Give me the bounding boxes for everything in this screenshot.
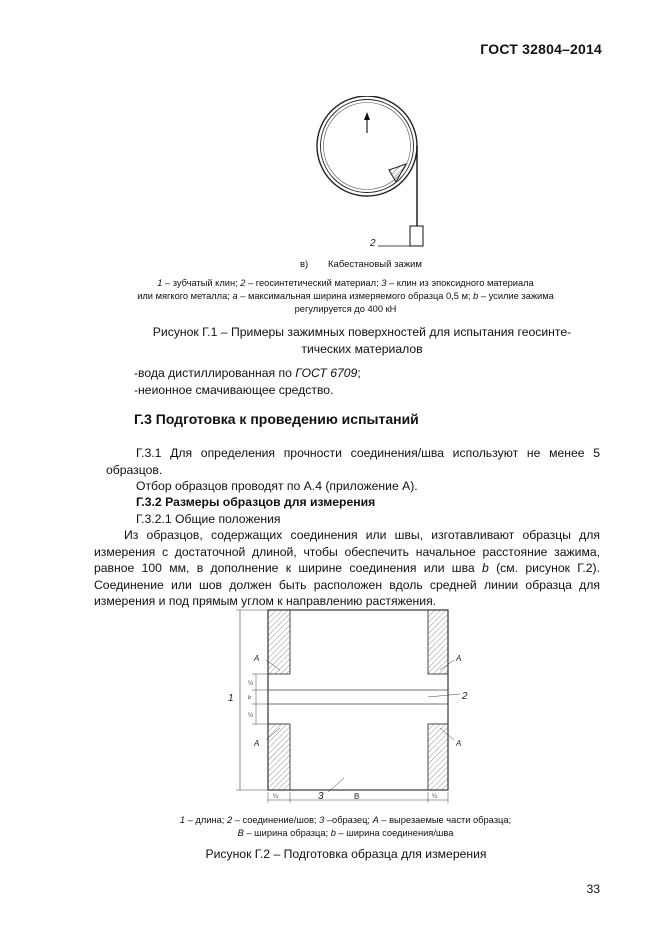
figure-capstan-clamp <box>300 96 440 256</box>
fig1-label-2: 2 <box>370 238 376 249</box>
fig2-legend <box>94 814 597 840</box>
paragraph-g3-1: Г.3.1 Для определения прочности соединения/шва используют не менее 5 образцов. <box>106 446 600 477</box>
fig2-label-quarter-left: ¼ <box>273 794 279 800</box>
fig2-label-quarter-right: ¼ <box>432 794 438 800</box>
subsubsection-heading-g3-2-1: Г.3.2.1 Общие положения <box>136 512 281 526</box>
material-item-water: -вода дистиллированная по ГОСТ 6709; <box>134 366 361 380</box>
figure-specimen-preparation <box>220 604 480 804</box>
standard-number: ГОСТ 32804–2014 <box>480 41 602 57</box>
fig2-legend-line-2: B – ширина образца; b – ширина соединения/шва <box>237 828 454 838</box>
fig1-legend <box>94 277 597 316</box>
fig2-label-b-width: B <box>354 792 360 801</box>
fig2-label-a-bottom-left: A <box>254 739 260 748</box>
fig2-label-1: 1 <box>228 693 234 704</box>
subsection-heading-g3-2: Г.3.2 Размеры образцов для измерения <box>136 495 376 509</box>
fig1-subcaption-text: Кабестановый зажим <box>328 259 422 270</box>
fig2-label-a-bottom-right: A <box>456 739 462 748</box>
section-heading-g3: Г.3 Подготовка к проведению испытаний <box>134 411 419 427</box>
page-number: 33 <box>586 882 600 896</box>
fig2-label-3: 3 <box>318 791 324 802</box>
fig1-subcaption <box>300 259 422 270</box>
fig2-label-quarter-lower: ¼ <box>248 713 254 719</box>
figure-2-title: Рисунок Г.2 – Подготовка образца для измерения <box>205 847 487 861</box>
fig1-legend-line-2: или мягкого металла; а – максимальная ширина измеряемого образца 0,5 м; b – усилие зажима <box>137 291 554 301</box>
fig2-legend-line-1: 1 – длина; 2 – соединение/шов; 3 –образец; A – вырезаемые части образца; <box>179 815 512 825</box>
material-item-wetting-agent: -неионное смачивающее средство. <box>134 382 334 397</box>
fig2-label-a-top-left: A <box>254 654 260 663</box>
fig2-label-quarter-upper: ¼ <box>248 681 254 687</box>
materials-list <box>134 365 361 398</box>
fig2-label-b-seam: b <box>248 695 251 701</box>
fig1-legend-line-1: 1 – зубчатый клин; 2 – геосинтетический материал; 3 – клин из эпоксидного материала <box>157 278 534 288</box>
fig1-subcaption-letter: в) <box>300 259 309 270</box>
figure-1-title: Рисунок Г.1 – Примеры зажимных поверхностей для испытания геосинте- тических материалов <box>152 325 572 356</box>
paragraph-g3-2-1: Из образцов, содержащих соединения или швы, изготавливают образцы для измерения с достаточной длиной, чтобы обеспечить начальное расстояние зажима, равное 100 мм, в дополнение к ширине соединения или шва b (см. рисунок Г.2). Соединение или шов должен быть расположен вдоль средней линии образца для измерения и под прямым углом к направлению растяжения. <box>94 528 600 608</box>
paragraph-sampling: Отбор образцов проводят по А.4 (приложение А). <box>136 479 418 493</box>
fig2-label-a-top-right: A <box>456 654 462 663</box>
fig2-label-2: 2 <box>462 691 468 702</box>
fig1-legend-line-3: регулируется до 400 кН <box>294 304 397 314</box>
